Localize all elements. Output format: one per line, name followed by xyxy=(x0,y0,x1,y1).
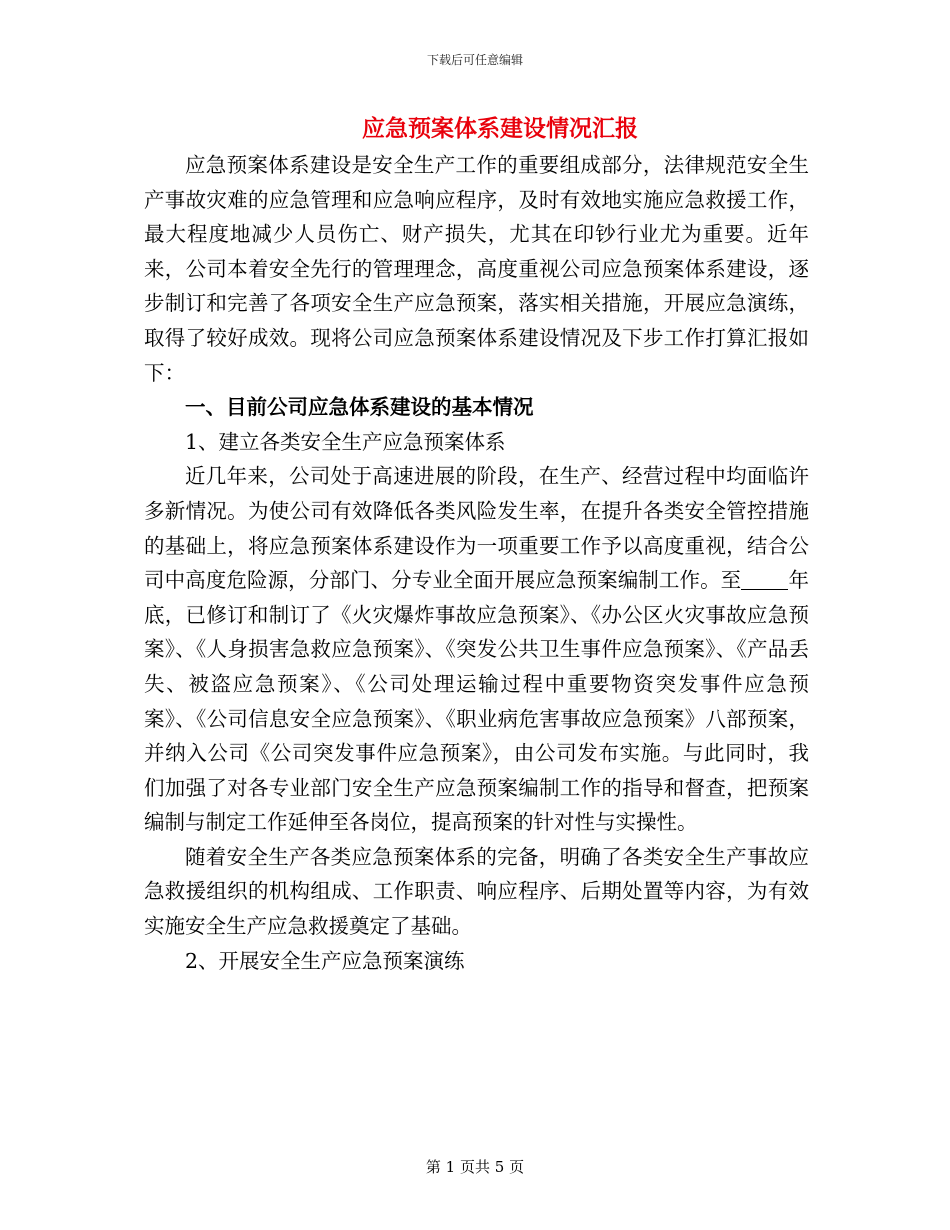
document-body xyxy=(144,148,809,978)
page-header: 下载后可任意编辑 xyxy=(426,53,523,67)
subsection-heading: 1、建立各类安全生产应急预案体系 xyxy=(185,429,506,454)
section-heading: 一、目前公司应急体系建设的基本情况 xyxy=(185,395,534,420)
year-blank xyxy=(741,569,788,591)
paragraph-text-start: 近几年来，公司处于高速进展的阶段，在生产、经营过程中均面临许多新情况。为使公司有效降低各类风险发生率，在提升各类安全管控措施的基础上，将应急预案体系建设作为一项重要工作予以高度重视，结合公司中高度危险源，分部门、分专业全面开展应急预案编制工作。至 xyxy=(144,464,809,593)
document-title: 应急预案体系建设情况汇报 xyxy=(362,116,638,142)
page-footer: 第 1 页共 5 页 xyxy=(425,1158,525,1176)
body-paragraph: 随着安全生产各类应急预案体系的完备，明确了各类安全生产事故应急救援组织的机构组成、工作职责、响应程序、后期处置等内容，为有效实施安全生产应急救援奠定了基础。 xyxy=(144,844,809,939)
body-paragraph xyxy=(144,459,809,840)
paragraph-text-end: 年底，已修订和制订了《火灾爆炸事故应急预案》、《办公区火灾事故应急预案》、《人身损害急救应急预案》、《突发公共卫生事件应急预案》、《产品丢失、被盗应急预案》、《公司处理运输过程中重要物资突发事件应急预案》、《公司信息安全应急预案》、《职业病危害事故应急预案》八部预案，并纳入公司《公司突发事件应急预案》，由公司发布实施。与此同时，我们加强了对各专业部门安全生产应急预案编制工作的指导和督查，把预案编制与制定工作延伸至各岗位，提高预案的针对性与实操性。 xyxy=(144,568,810,835)
subsection-heading: 2、开展安全生产应急预案演练 xyxy=(185,948,465,973)
intro-paragraph: 应急预案体系建设是安全生产工作的重要组成部分，法律规范安全生产事故灾难的应急管理和应急响应程序，及时有效地实施应急救援工作，最大程度地减少人员伤亡、财产损失，尤其在印钞行业尤为重要。近年来，公司本着安全先行的管理理念，高度重视公司应急预案体系建设，逐步制订和完善了各项安全生产应急预案，落实相关措施，开展应急演练，取得了较好成效。现将公司应急预案体系建设情况及下步工作打算汇报如下： xyxy=(144,153,809,385)
